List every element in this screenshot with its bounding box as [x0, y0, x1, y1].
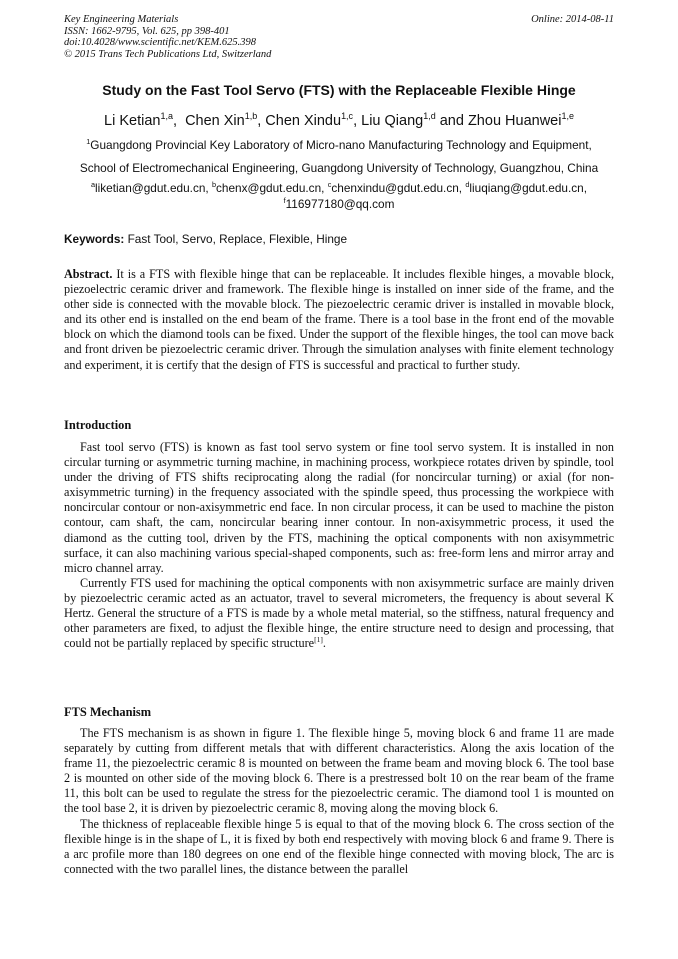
author-name: Chen Xindu: [265, 113, 342, 129]
email-line: $^a$liketian@gdut.edu.cn, $^b$chenx@gdut.edu.cn, $^c$chenxindu@gdut.edu.cn, $^d$liuqiang@gdut.edu.cn,: [90, 180, 588, 195]
intro-paragraph-1: Fast tool servo (FTS) is known as fast tool servo system or fine tool servo system. It is installed in non circular turning or asymmetric turning machine, in machining process, workpiece rotates driven by spindle, tool under the driving of FTS shifts reciprocating along the radial (for noncircular turning) or axial (for non-axisymmetric turning) in the frequency associated with the spindle speed, thus processing the workpiece with noncircular contour or non-axisymmetric end face. In non circular process, it can be used to machine the piston contour, cam shaft, the cam, noncircular bearing inner contour. In non-axisymmetric process, it used the diamond as the cutting tool, driven by the FTS, machining the optical components with non axisymmetric surface, it can also machining various special-shaped components, such as: free-form lens and mirror array and micro channel array.: [64, 440, 614, 575]
email-address: 116977180@qq.com: [285, 197, 395, 211]
author-sup: 1,a: [160, 111, 173, 122]
author-sup: 1,b: [244, 111, 258, 122]
intro-paragraph-2-text: Currently FTS used for machining the optical components with non axisymmetric surface are mainly driven by piezoelectric ceramic acted as an actuator, travel to several micrometers, the frequency is about several K Hertz. General the structure of a FTS is made by a whole metal material, so the stiffness, natural frequency and other parameters are fixed, to adjust the flexible hinge, the entire structure need to design and processing, that could not be partially replaced by specific structure: [64, 575, 614, 651]
intro-paragraph-2: [64, 576, 614, 651]
intro-paragraph-2-end: .: [322, 636, 326, 651]
email-address: liuqiang@gdut.edu.cn: [469, 181, 584, 195]
author-name: Li Ketian: [104, 113, 161, 129]
author-name: Liu Qiang: [361, 113, 424, 129]
affiliation-2: School of Electromechanical Engineering, Guangdong University of Technology, Guangzhou, China: [79, 161, 599, 175]
issn-line: ISSN: 1662-9795, Vol. 625, pp 398-401: [64, 25, 230, 37]
author-sup: 1,e: [561, 111, 574, 122]
author-separator: ,: [172, 113, 186, 129]
doi-line: doi:10.4028/www.scientific.net/KEM.625.398: [64, 37, 256, 48]
abstract-paragraph: [64, 267, 618, 373]
author-separator: ,: [257, 113, 266, 129]
affiliation-sup: 1: [86, 137, 91, 147]
journal-name: Key Engineering Materials: [64, 14, 179, 25]
fts-paragraph-1: The FTS mechanism is as shown in figure 1. The flexible hinge 5, moving block 6 and frame 11 are made separately by cutting from different metals that with different characteristics. Along the axis location of the frame 11, the piezoelectric ceramic 8 is mounted on between the frame beam and moving block 6. The tool base 2 is mounted on other side of the moving block 6. There is a prestressed bolt 10 on the rear beam of the frame 11, this bolt can be used to regulate the stress for the piezoelectric ceramic. The diamond tool 1 is mounted on the tool base 2, it is driven by piezoelectric ceramic 8, moving along the moving block 6.: [64, 726, 614, 816]
affiliation-text: Guangdong Provincial Key Laboratory of Micro-nano Manufacturing Technology and Equipment,: [90, 138, 592, 152]
author-name: Chen Xin: [185, 113, 245, 129]
email-sup: d: [465, 180, 470, 190]
email-sup: a: [90, 180, 96, 190]
author-separator: and: [435, 113, 468, 129]
keywords-text: Fast Tool, Servo, Replace, Flexible, Hinge: [124, 232, 348, 246]
abstract-text: It is a FTS with flexible hinge that can be replaceable. It includes flexible hinges, a movable block, piezoelectric ceramic driver and framework. The flexible hinge is installed on inner side of the frame, and the other side is connected with the movable block. The piezoelectric ceramic driver is installed in movable block, and its other end is installed on the end beam of the frame. There is a tool base in the front end of the movable block on which the diamond tools can be fixed. Under the support of the flexible hinges, the tool can move back and front driven be piezoelectric ceramic driver. Through the simulation analyses with finite element technology and experiment, it is certify that the design of FTS is successful and practical to further study.: [64, 267, 618, 372]
abstract-label: Abstract.: [64, 267, 113, 281]
fts-body: [64, 726, 614, 877]
fts-paragraph-2: The thickness of replaceable flexible hinge 5 is equal to that of the moving block 6. The cross section of the flexible hinge is in the shape of L, it is fixed by both end respectively with moving block 6 and frame 9. There is a arc profile more than 180 degrees on one end of the flexible hinge connected with moving block, The arc is connected with the two parallel lines, the distance between the parallel: [64, 816, 614, 876]
email-sup: b: [211, 180, 217, 190]
author-list: [40, 113, 638, 129]
email-sup: f: [283, 196, 286, 206]
email-line-2: [40, 197, 638, 211]
journal-header: [64, 14, 271, 60]
author-sup: 1,d: [423, 111, 436, 122]
email-address: chenx@gdut.edu.cn: [216, 181, 322, 195]
online-date: Online: 2014-08-11: [531, 14, 614, 25]
keywords-label: Keywords:: [64, 232, 125, 246]
copyright-line: © 2015 Trans Tech Publications Ltd, Switzerland: [64, 48, 272, 60]
section-heading-fts-mechanism: FTS Mechanism: [64, 705, 152, 719]
paper-title: Study on the Fast Tool Servo (FTS) with the Replaceable Flexible Hinge: [102, 82, 576, 98]
author-sup: 1,c: [341, 111, 354, 122]
email-sup: c: [327, 180, 332, 190]
citation-ref: [1]: [314, 635, 323, 645]
author-separator: ,: [353, 113, 362, 129]
email-address: liketian@gdut.edu.cn: [95, 181, 206, 195]
introduction-body: [64, 440, 614, 651]
keywords: [64, 232, 347, 246]
author-name: Zhou Huanwei: [467, 113, 562, 129]
email-address: chenxindu@gdut.edu.cn: [331, 181, 459, 195]
affiliation-1: [40, 138, 638, 152]
abstract: [64, 267, 618, 373]
section-heading-introduction: Introduction: [64, 418, 132, 432]
